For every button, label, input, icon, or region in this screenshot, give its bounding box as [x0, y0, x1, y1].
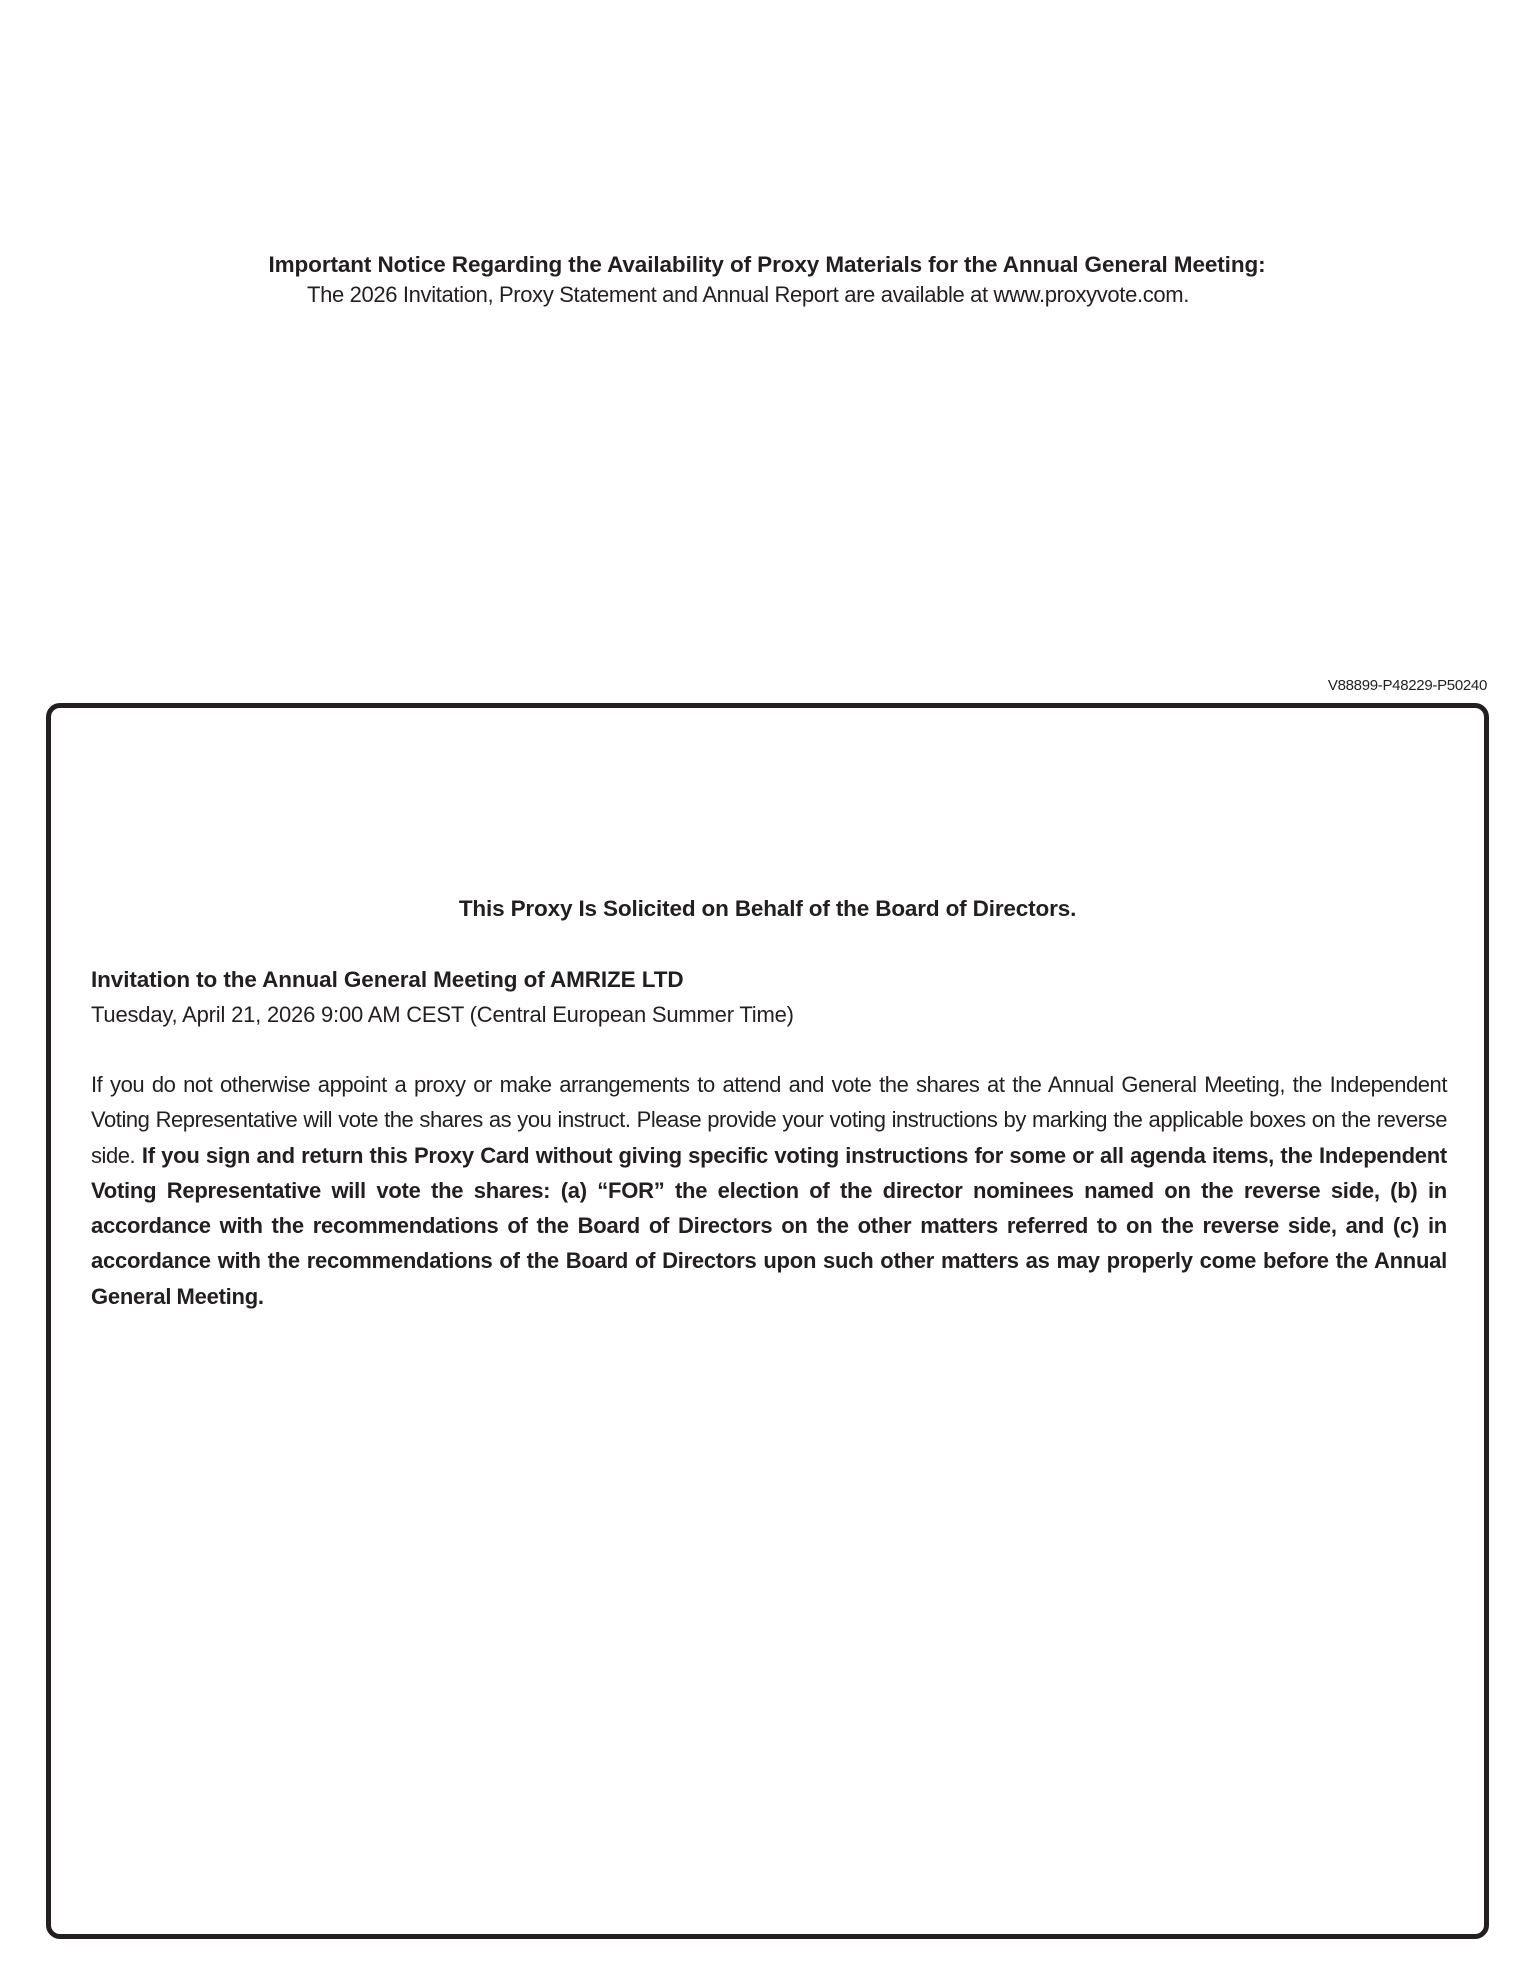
notice-text: The 2026 Invitation, Proxy Statement and Annual Report are available at www.proxyvote.com.	[306, 282, 1189, 307]
reference-code: V88899-P48229-P50240	[1327, 677, 1487, 694]
card-heading: This Proxy Is Solicited on Behalf of the Board of Directors.	[458, 896, 1077, 921]
voting-instructions-plain: If you do not otherwise appoint a proxy or make arrangements to attend and vote the shares at the Annual General Meeting, the Independent Voting Representative will vote the shares as you instruct. Please provide your voting instructions by marking the applicable boxes on the reverse side.	[91, 1072, 1447, 1168]
proxy-card	[46, 703, 1489, 1939]
meeting-invitation	[91, 962, 1447, 1032]
voting-instructions-bold: If you sign and return this Proxy Card without giving specific voting instructions for some or all agenda items, the Independent Voting Representative will vote the shares: (a) “FOR” the election of the director nominees named on the reverse side, (b) in accordance with the recommendations of the Board of Directors on the other matters referred to on the reverse side, and (c) in accordance with the recommendations of the Board of Directors upon such other matters as may properly come before the Annual General Meeting.	[91, 1142, 1448, 1309]
notice-title: Important Notice Regarding the Availability of Proxy Materials for the Annual General Meeting:	[268, 252, 1266, 277]
proxy-materials-notice	[0, 250, 1534, 310]
voting-instructions	[91, 1067, 1447, 1314]
meeting-datetime: Tuesday, April 21, 2026 9:00 AM CEST (Central European Summer Time)	[91, 1002, 794, 1027]
invitation-title: Invitation to the Annual General Meeting of AMRIZE LTD	[91, 967, 684, 992]
